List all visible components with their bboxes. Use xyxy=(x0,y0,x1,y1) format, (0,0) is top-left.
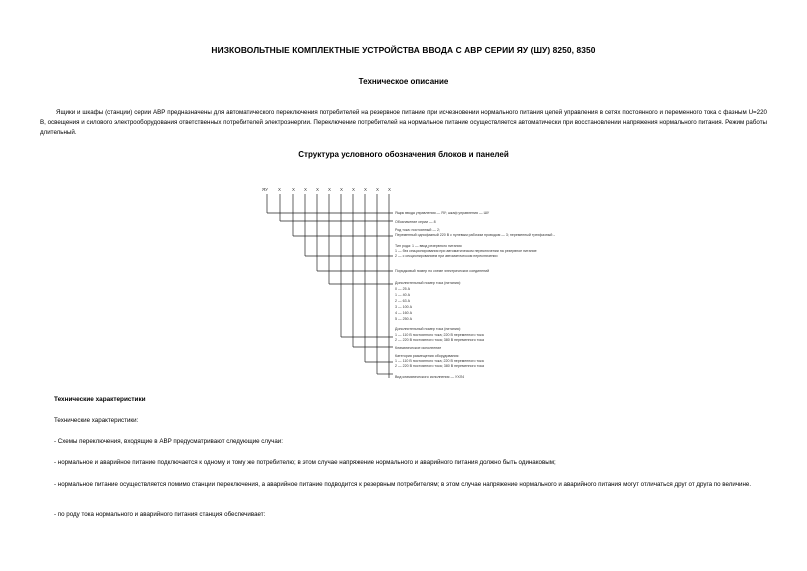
code-char: Х xyxy=(304,187,307,192)
specs-section-title: Технические характеристики xyxy=(54,396,146,403)
diagram-label: Климатическое исполнение xyxy=(395,346,442,350)
code-char: Х xyxy=(328,187,331,192)
diagram-label: Дополнительный номер тока (питания): xyxy=(395,281,462,285)
specs-lead: Технические характеристики: xyxy=(54,417,139,424)
document-subtitle: Техническое описание xyxy=(358,77,449,86)
diagram-label: 1 — 40 А xyxy=(395,293,410,297)
diagram-label: Вид климатического исполнения — УХЛ4 xyxy=(395,375,465,379)
structure-title: Структура условного обозначения блоков и панелей xyxy=(298,150,509,159)
leader-lines xyxy=(267,194,393,378)
code-char: Х xyxy=(316,187,319,192)
specs-item: - нормальное питание осуществляется помимо станции переключения, а аварийное питание подводится к резервным потребителям; в этом случае напряжение нормального и аварийного питания могут отличаться друг от друга по величине. xyxy=(54,481,752,488)
document-title: НИЗКОВОЛЬТНЫЕ КОМПЛЕКТНЫЕ УСТРОЙСТВА ВВОДА С АВР СЕРИИ ЯУ (ШУ) 8250, 8350 xyxy=(211,45,596,55)
diagram-label: 1 — без секционирования при автоматическом переключении на резервное питание xyxy=(395,249,537,253)
code-char: Х xyxy=(376,187,379,192)
diagram-label: Переменный однофазный 220 В с нулевым рабочим проводом — 3; переменный трехфазный — 5 xyxy=(395,233,555,237)
code-char: Х xyxy=(352,187,355,192)
intro-paragraph: Ящики и шкафы (станции) серии АВР предназначены для автоматического переключения потребителей на резервное питание при исчезновении нормального питания цепей управления в сетях постоянного и переменного тока с фазным U=220 В, освещения и силового электрооборудования ответственных потребителей электроэнергии. Переключение потребителей на нормальное питание осуществляется автоматически при восстановлении напряжения нормального питания. Режим работы длительный. xyxy=(40,109,767,136)
diagram-label: Обозначение серии — 8 xyxy=(395,220,436,224)
diagram-label: 2 — 63 А xyxy=(395,299,410,303)
diagram-label: Дополнительный номер тока (питания): xyxy=(395,327,462,331)
diagram-label: 0 — 25 А xyxy=(395,287,410,291)
diagram-svg xyxy=(255,184,555,384)
designation-structure-diagram xyxy=(255,184,555,384)
diagram-label: 3 — 100 А xyxy=(395,305,412,309)
code-char: Х xyxy=(292,187,295,192)
diagram-label: Ящик ввода управления — ЯУ; шкаф управления — ШУ xyxy=(395,211,490,215)
diagram-label: 1 — 110 В постоянного тока; 220 В переменного тока xyxy=(395,359,484,363)
diagram-label: 2 — 220 В постоянного тока; 380 В переменного тока xyxy=(395,364,484,368)
diagram-label: Тип рода: 1 — ввод резервного питания xyxy=(395,244,462,248)
diagram-label: 5 — 250 А xyxy=(395,317,412,321)
diagram-label: Род тока: постоянный — 2; xyxy=(395,228,440,232)
specs-item: - по роду тока нормального и аварийного питания станция обеспечивает: xyxy=(54,511,266,518)
code-char: Х xyxy=(340,187,343,192)
code-char: Х xyxy=(388,187,391,192)
diagram-label: Категория размещения оборудования: xyxy=(395,354,460,358)
code-char: Х xyxy=(364,187,367,192)
diagram-label: 1 — 110 В постоянного тока; 220 В переменного тока xyxy=(395,333,484,337)
specs-item: - Схемы переключения, входящие в АВР предусматривают следующие случаи: xyxy=(54,438,283,445)
specs-item: - нормальное и аварийное питание подключается к одному и тому же потребителю; в этом случае напряжение нормального и аварийного питания должно быть одинаковым; xyxy=(54,459,556,466)
diagram-label: Порядковый номер по схеме электрических соединений xyxy=(395,269,490,273)
code-char: Х xyxy=(278,187,281,192)
diagram-label: 2 — 220 В постоянного тока; 380 В переменного тока xyxy=(395,338,484,342)
diagram-label: 2 — с секционированием при автоматическом переключении xyxy=(395,254,498,258)
code-char: ЯУ xyxy=(262,187,268,192)
diagram-label: 4 — 160 А xyxy=(395,311,412,315)
